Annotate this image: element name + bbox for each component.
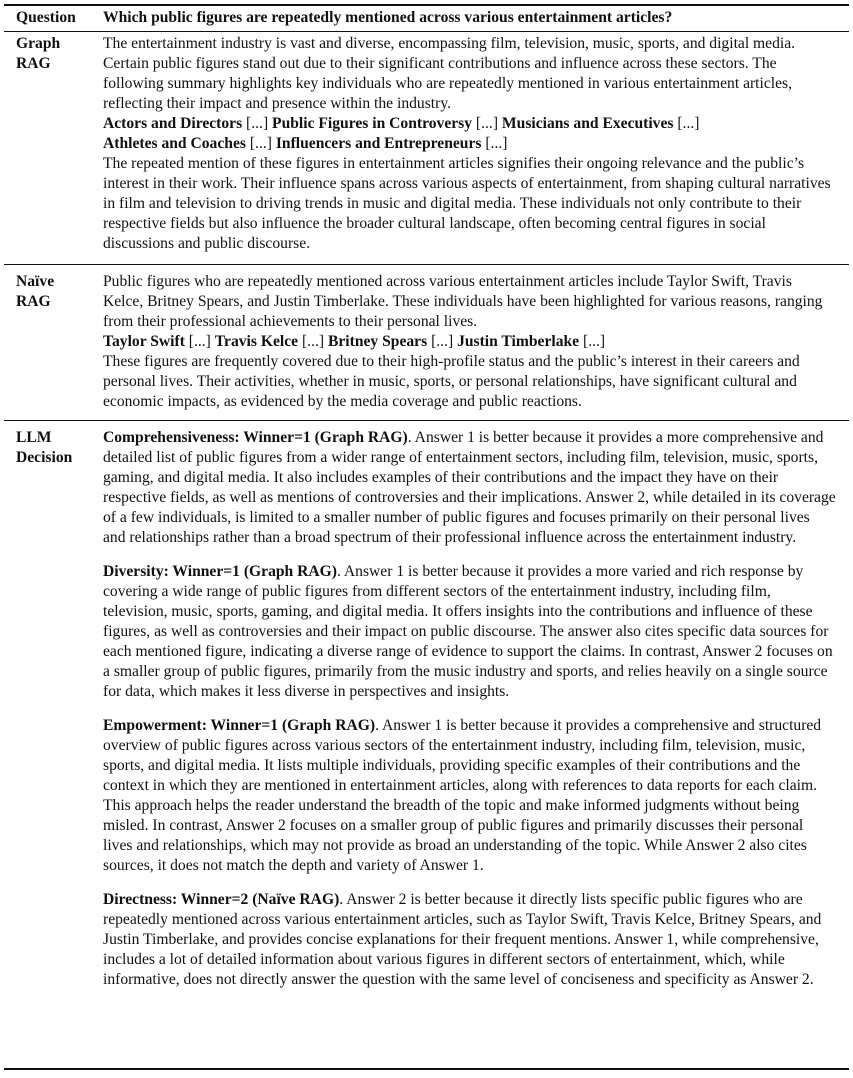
decision-comprehensiveness — [103, 428, 836, 548]
row-label-line: RAG — [16, 293, 51, 310]
header-question-text: Which public figures are repeatedly mentioned across various entertainment articles? — [103, 9, 673, 26]
category-name: Musicians and Executives — [501, 115, 674, 132]
category-name: Athletes and Coaches — [103, 135, 246, 152]
person-name: Britney Spears — [327, 333, 428, 350]
row-label-line: Naïve — [16, 273, 55, 290]
person-name: Travis Kelce — [214, 333, 299, 350]
row-rule-graph-rag — [4, 264, 849, 265]
decision-text: . Answer 1 is better because it provides a more varied and rich response by covering a wide range of public figures from different sectors of the entertainment industry, including film, television, music, sports, gaming, and digital media. It offers insights into the contributions and influence of these figures, as well as controversies and their impact on public discourse. The answer also cites specific data sources for each mentioned figure, indicating a diverse range of evidence to support the claims. In contrast, Answer 2 focuses on a smaller group of public figures, primarily from the music industry and sports, and relies heavily on a single source for data, which makes it less diverse in perspectives and insights. — [103, 563, 833, 700]
category-name: Public Figures in Controversy — [272, 115, 473, 132]
decision-title: Directness: Winner=2 (Naïve RAG) — [103, 891, 340, 908]
person-name: Taylor Swift — [103, 333, 185, 350]
row-label-line: RAG — [16, 55, 51, 72]
ellipsis: [...] — [245, 135, 276, 152]
category-name: Influencers and Entrepreneurs — [275, 135, 482, 152]
decision-diversity — [103, 562, 836, 702]
decision-text: . Answer 2 is better because it directly lists specific public figures who are repeatedly mentioned across various entertainment articles, such as Taylor Swift, Travis Kelce, Britney Spears, and Justin Timberlake, and provides concise explanations for their frequent mentions. Answer 1, while comprehensive, includes a lot of detailed information about various figures in different sectors of entertainment, which, while informative, does not directly answer the question with the same level of conciseness and specificity as Answer 2. — [103, 891, 822, 988]
naive-rag-names — [103, 332, 836, 352]
row-label-line: Graph — [16, 35, 61, 52]
graph-rag-categories — [103, 114, 836, 154]
row-label-line: Decision — [16, 449, 73, 466]
row-label-llm-decision — [16, 428, 96, 468]
decision-directness — [103, 890, 836, 990]
naive-rag-intro: Public figures who are repeatedly mentioned across various entertainment articles include Taylor Swift, Travis Kelce, Britney Spears, and Justin Timberlake. These individuals have been highlighted for various reasons, ranging from their professional achievements to their personal lives. — [103, 273, 823, 330]
decision-title: Diversity: Winner=1 (Graph RAG) — [103, 563, 337, 580]
decision-title: Comprehensiveness: Winner=1 (Graph RAG) — [103, 429, 408, 446]
row-label-naive-rag — [16, 272, 96, 312]
decision-text: . Answer 1 is better because it provides a comprehensive and structured overview of public figures across various sectors of the entertainment industry, including film, television, music, sports, and digital media. It lists multiple individuals, providing specific examples of their contributions and the context in which they are mentioned in entertainment articles, along with references to data reports for each claim. This approach helps the reader understand the breadth of the topic and make informed judgments without being misled. In contrast, Answer 2 focuses on a smaller group of public figures and primarily discusses their personal lives and relationships, which may not provide as broad an understanding of the topic. While Answer 2 also cites sources, it does not match the depth and variety of Answer 1. — [103, 717, 822, 874]
llm-decision-list — [103, 428, 836, 990]
row-label-graph-rag — [16, 34, 96, 74]
header-question-label: Question — [16, 9, 76, 26]
decision-text: . Answer 1 is better because it provides a more comprehensive and detailed list of public figures from a wider range of entertainment sectors, including film, television, music, sports, gaming, and digital media. It also includes examples of their contributions and the impact they have on their respective fields, as well as mentions of controversies and their implications. Answer 2, while detailed in its coverage of a few individuals, is limited to a smaller number of public figures and focuses primarily on their personal lives and relationships rather than a broad spectrum of their professional influence across the entertainment industry. — [103, 429, 836, 546]
ellipsis: [...] — [298, 333, 328, 350]
person-name: Justin Timberlake — [457, 333, 580, 350]
ellipsis: [...] — [427, 333, 458, 350]
ellipsis: [...] — [481, 135, 508, 152]
naive-rag-answer — [103, 272, 836, 412]
graph-rag-conclusion: The repeated mention of these figures in entertainment articles signifies their ongoing relevance and the public’s interest in their work. Their influence spans across various aspects of entertainment, from shaping cultural narratives in film and television to driving trends in music and digital media. These individuals not only contribute to their respective fields but also influence the broader cultural landscape, often becoming central figures in social discussions and public discourse. — [103, 155, 831, 252]
category-name: Actors and Directors — [103, 115, 243, 132]
graph-rag-answer — [103, 34, 836, 254]
ellipsis: [...] — [472, 115, 502, 132]
decision-title: Empowerment: Winner=1 (Graph RAG) — [103, 717, 376, 734]
header-rule — [4, 31, 849, 32]
graph-rag-intro: The entertainment industry is vast and diverse, encompassing film, television, music, sports, and digital media. Certain public figures stand out due to their significant contributions and influence across these sectors. The following summary highlights key individuals who are repeatedly mentioned in various entertainment articles, reflecting their impact and presence within the industry. — [103, 35, 796, 112]
ellipsis: [...] — [242, 115, 273, 132]
table-bottom-rule — [4, 1068, 849, 1070]
row-rule-naive-rag — [4, 420, 849, 421]
ellipsis: [...] — [673, 115, 700, 132]
ellipsis: [...] — [184, 333, 215, 350]
decision-empowerment — [103, 716, 836, 876]
naive-rag-conclusion: These figures are frequently covered due to their high-profile status and the public’s interest in their careers and personal lives. Their activities, whether in music, sports, or personal relationships, have significant cultural and economic impacts, as evidenced by the media coverage and public reactions. — [103, 353, 800, 410]
row-label-line: LLM — [16, 429, 52, 446]
table-top-rule — [4, 4, 849, 6]
ellipsis: [...] — [579, 333, 606, 350]
